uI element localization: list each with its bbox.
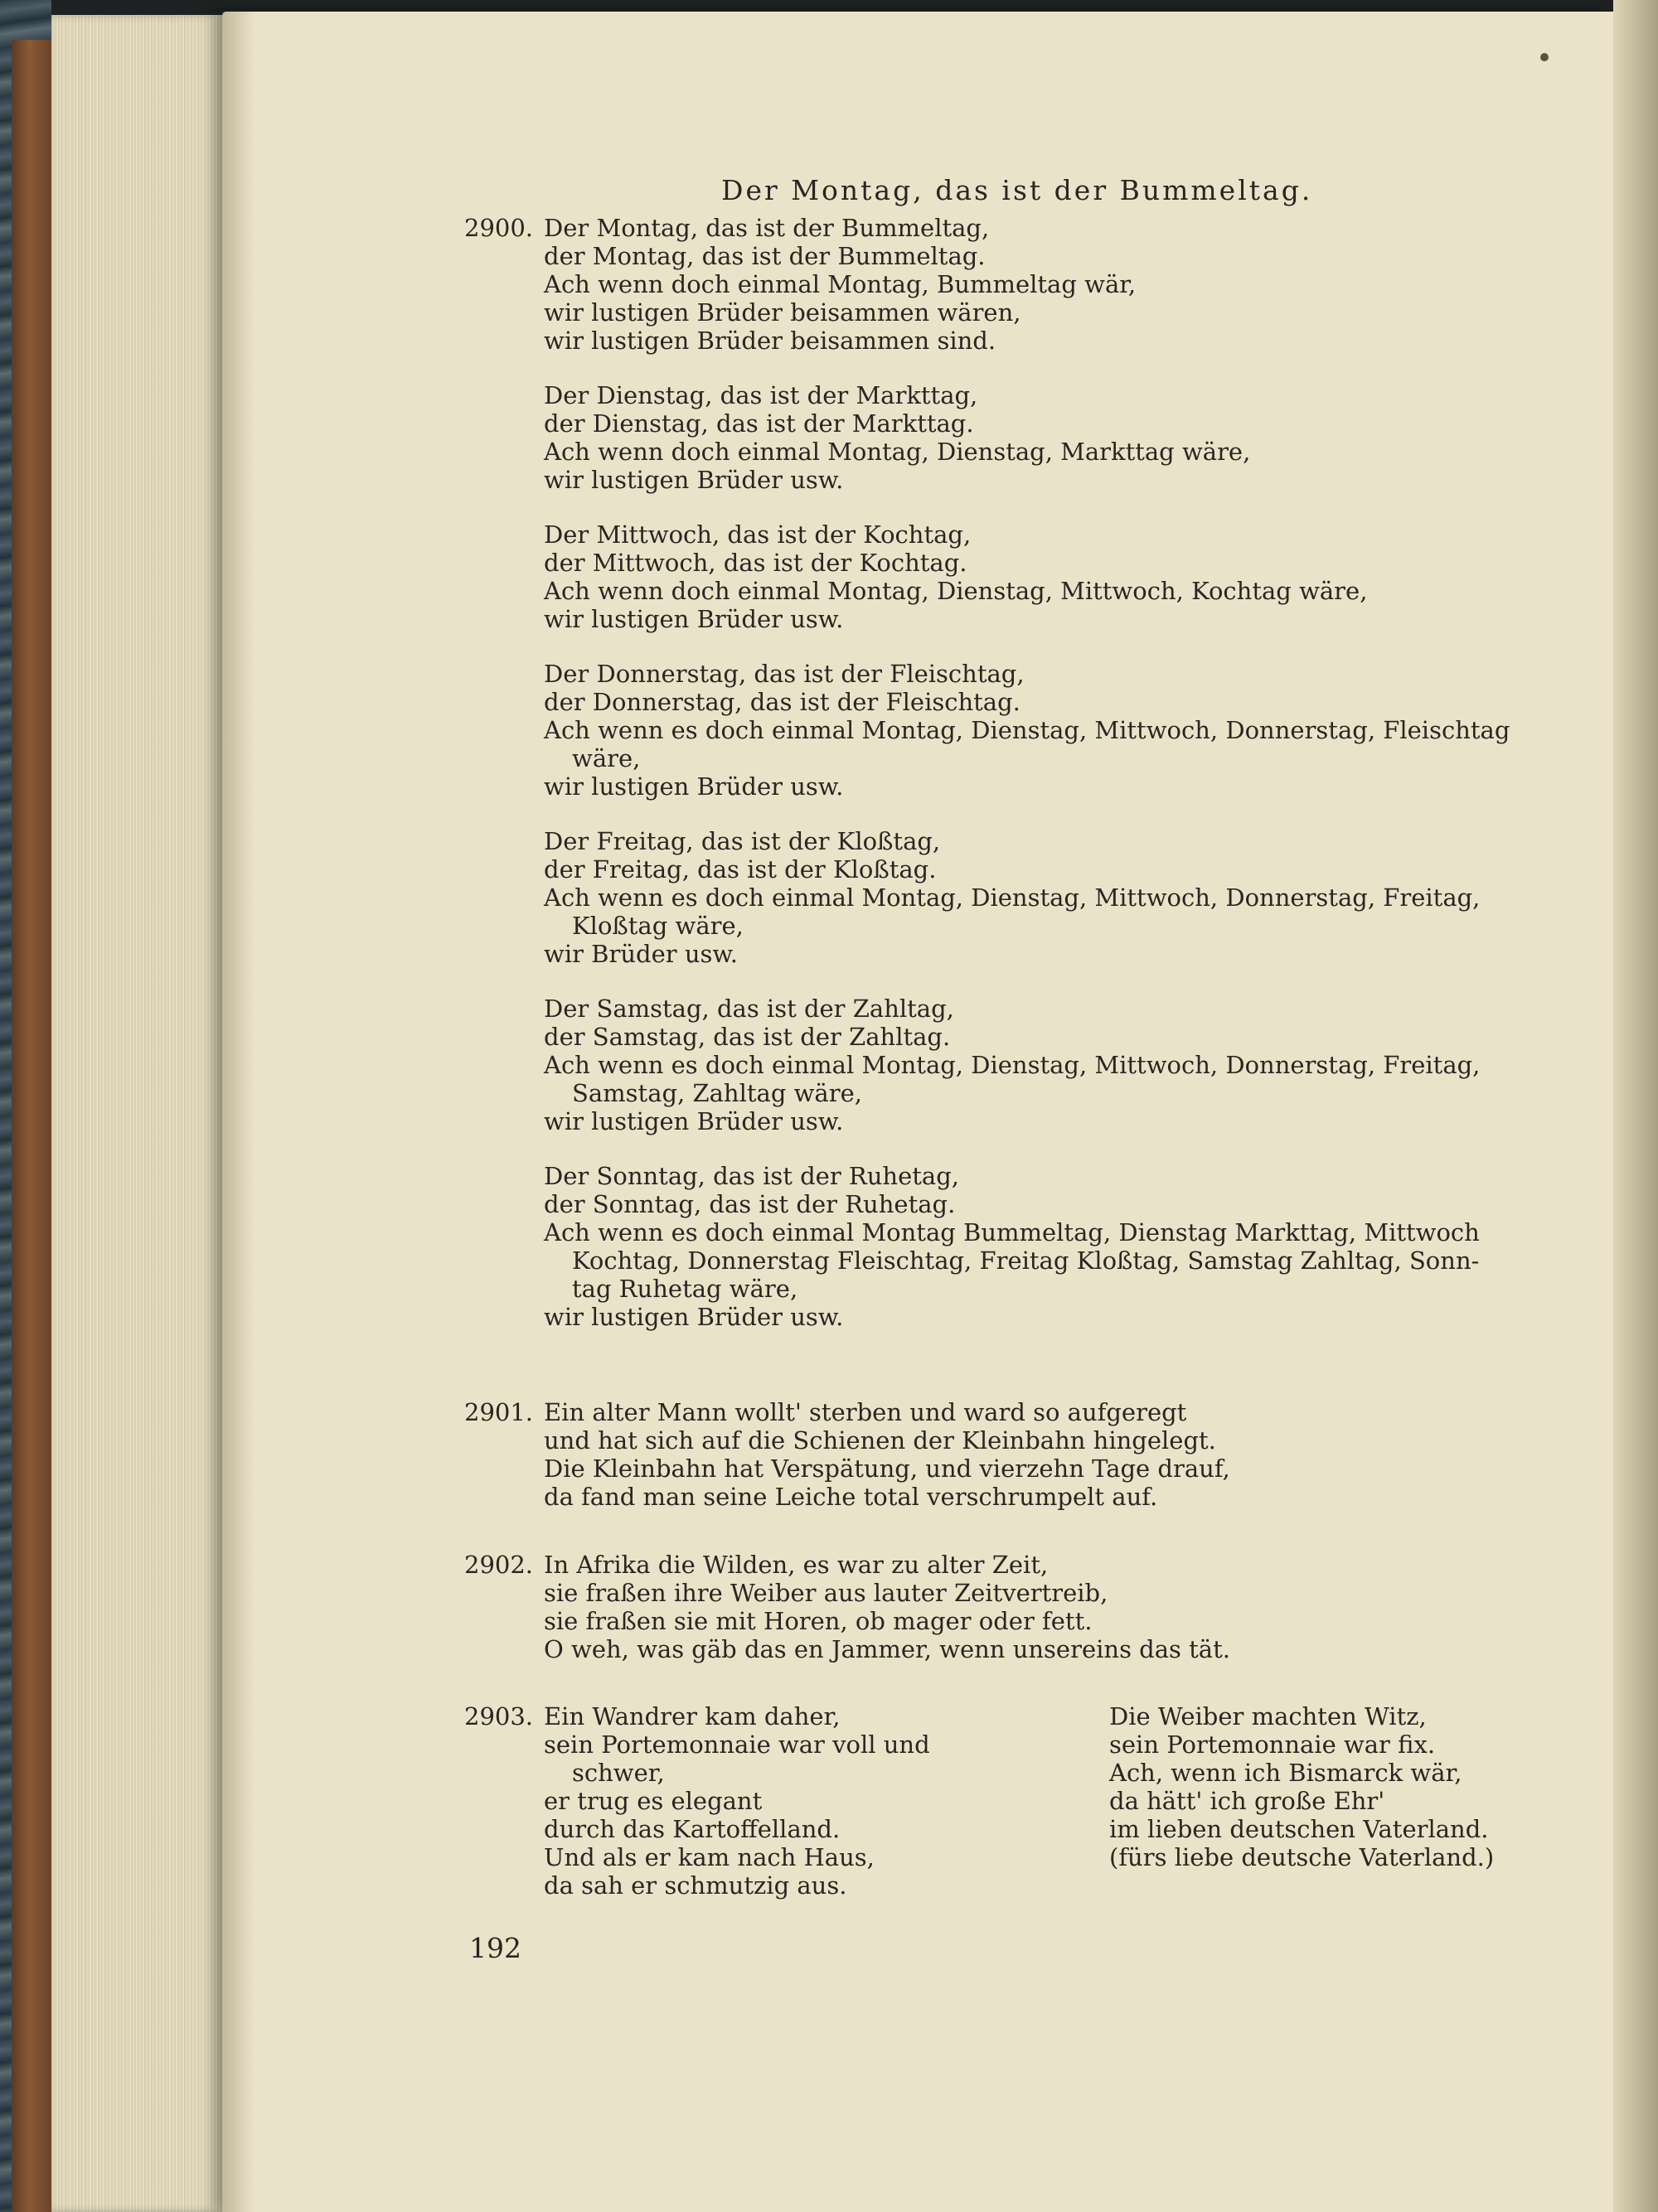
verse-line: der Mittwoch, das ist der Kochtag. (544, 549, 967, 577)
verse-line: Der Freitag, das ist der Kloßtag, (544, 827, 941, 855)
stanza (544, 214, 1547, 355)
verse-line: Ach wenn es doch einmal Montag, Dienstag, Mittwoch, Donnerstag, Freitag, (544, 883, 1481, 912)
verse-line: Ein Wandrer kam daher, (544, 1702, 841, 1730)
verse-line: Ach wenn es doch einmal Montag, Dienstag, Mittwoch, Donnerstag, Freitag, (544, 1051, 1481, 1079)
song-2903-right-column (1109, 1702, 1573, 1871)
verse-line: Ach, wenn ich Bismarck wär, (1109, 1759, 1462, 1787)
page-heading: Der Montag, das ist der Bummeltag. (721, 174, 1313, 206)
stanza (544, 827, 1547, 968)
verse-line: der Samstag, das ist der Zahltag. (544, 1023, 951, 1051)
song-2900 (544, 214, 1547, 1331)
verse-line: wir Brüder usw. (544, 940, 738, 968)
verse-line: In Afrika die Wilden, es war zu alter Zeit, (544, 1551, 1049, 1579)
song-2903-left-column (544, 1702, 1091, 1900)
verse-line: da sah er schmutzig aus. (544, 1871, 847, 1900)
verse-line-continuation: tag Ruhetag wäre, (572, 1275, 798, 1303)
song-number: 2901. (464, 1398, 534, 1426)
verse-line: wir lustigen Brüder beisammen sind. (544, 327, 996, 355)
verse-line: Ein alter Mann wollt' sterben und ward so aufgeregt (544, 1398, 1187, 1426)
stanza (544, 995, 1547, 1135)
song-number: 2903. (464, 1702, 534, 1730)
verse-line: er trug es elegant (544, 1787, 763, 1815)
verse-line: Ach wenn doch einmal Montag, Dienstag, Markttag wäre, (544, 438, 1251, 466)
verse-line: Ach wenn es doch einmal Montag Bummeltag, Dienstag Markttag, Mittwoch (544, 1218, 1480, 1246)
verse-line: Der Donnerstag, das ist der Fleischtag, (544, 660, 1025, 688)
verse-line: durch das Kartoffelland. (544, 1815, 841, 1843)
verse-line: sie fraßen sie mit Horen, ob mager oder fett. (544, 1607, 1093, 1635)
verse-line: Ach wenn doch einmal Montag, Dienstag, Mittwoch, Kochtag wäre, (544, 577, 1368, 605)
stanza (544, 660, 1547, 801)
verse-line-continuation: wäre, (572, 744, 641, 772)
verse-line-continuation: Kloßtag wäre, (572, 912, 744, 940)
verse-line: da hätt' ich große Ehr' (1109, 1787, 1385, 1815)
verse-line: Die Weiber machten Witz, (1109, 1702, 1427, 1730)
verse-line: Der Montag, das ist der Bummeltag, (544, 214, 990, 242)
verse-line: Die Kleinbahn hat Verspätung, und vierzehn Tage drauf, (544, 1454, 1230, 1483)
verse-line-continuation: Kochtag, Donnerstag Fleischtag, Freitag Kloßtag, Samstag Zahltag, Sonn- (572, 1246, 1480, 1275)
verse-line-continuation: schwer, (572, 1759, 665, 1787)
verse-line: da fand man seine Leiche total verschrumpelt auf. (544, 1483, 1158, 1511)
verse-line: und hat sich auf die Schienen der Kleinbahn hingelegt. (544, 1426, 1216, 1454)
verse-line: O weh, was gäb das en Jammer, wenn unsereins das tät. (544, 1635, 1230, 1663)
verse-line: der Dienstag, das ist der Markttag. (544, 409, 974, 438)
page-number: 192 (469, 1932, 521, 1964)
stanza (544, 1162, 1547, 1331)
verse-line: im lieben deutschen Vaterland. (1109, 1815, 1489, 1843)
verse-line: Ach wenn doch einmal Montag, Bummeltag wär, (544, 270, 1137, 298)
verse-line: Ach wenn es doch einmal Montag, Dienstag, Mittwoch, Donnerstag, Fleischtag (544, 716, 1510, 744)
verse-line: der Sonntag, das ist der Ruhetag. (544, 1190, 956, 1218)
verse-line: sie fraßen ihre Weiber aus lauter Zeitvertreib, (544, 1579, 1108, 1607)
song-2902 (544, 1551, 1547, 1663)
verse-line: der Freitag, das ist der Kloßtag. (544, 855, 937, 883)
verse-line: Der Samstag, das ist der Zahltag, (544, 995, 954, 1023)
verse-line: Der Dienstag, das ist der Markttag, (544, 381, 978, 409)
verse-line: Und als er kam nach Haus, (544, 1843, 875, 1871)
verse-line: wir lustigen Brüder usw. (544, 605, 844, 633)
verse-line: wir lustigen Brüder usw. (544, 1303, 844, 1331)
verse-line: wir lustigen Brüder usw. (544, 466, 844, 494)
verse-line: Der Sonntag, das ist der Ruhetag, (544, 1162, 959, 1190)
verse-line: wir lustigen Brüder usw. (544, 1107, 844, 1135)
verse-line: der Donnerstag, das ist der Fleischtag. (544, 688, 1020, 716)
verse-line: (fürs liebe deutsche Vaterland.) (1109, 1843, 1495, 1871)
verse-line: Der Mittwoch, das ist der Kochtag, (544, 520, 972, 549)
verse-line: sein Portemonnaie war voll und (544, 1730, 930, 1759)
verse-line: wir lustigen Brüder beisammen wären, (544, 298, 1021, 327)
song-2901 (544, 1398, 1547, 1511)
verse-line: sein Portemonnaie war fix. (1109, 1730, 1436, 1759)
song-number: 2900. (464, 214, 534, 242)
verse-line-continuation: Samstag, Zahltag wäre, (572, 1079, 862, 1107)
stanza (544, 381, 1547, 494)
verse-line: wir lustigen Brüder usw. (544, 772, 844, 801)
verse-line: der Montag, das ist der Bummeltag. (544, 242, 986, 270)
song-number: 2902. (464, 1551, 534, 1579)
stanza (544, 520, 1547, 633)
